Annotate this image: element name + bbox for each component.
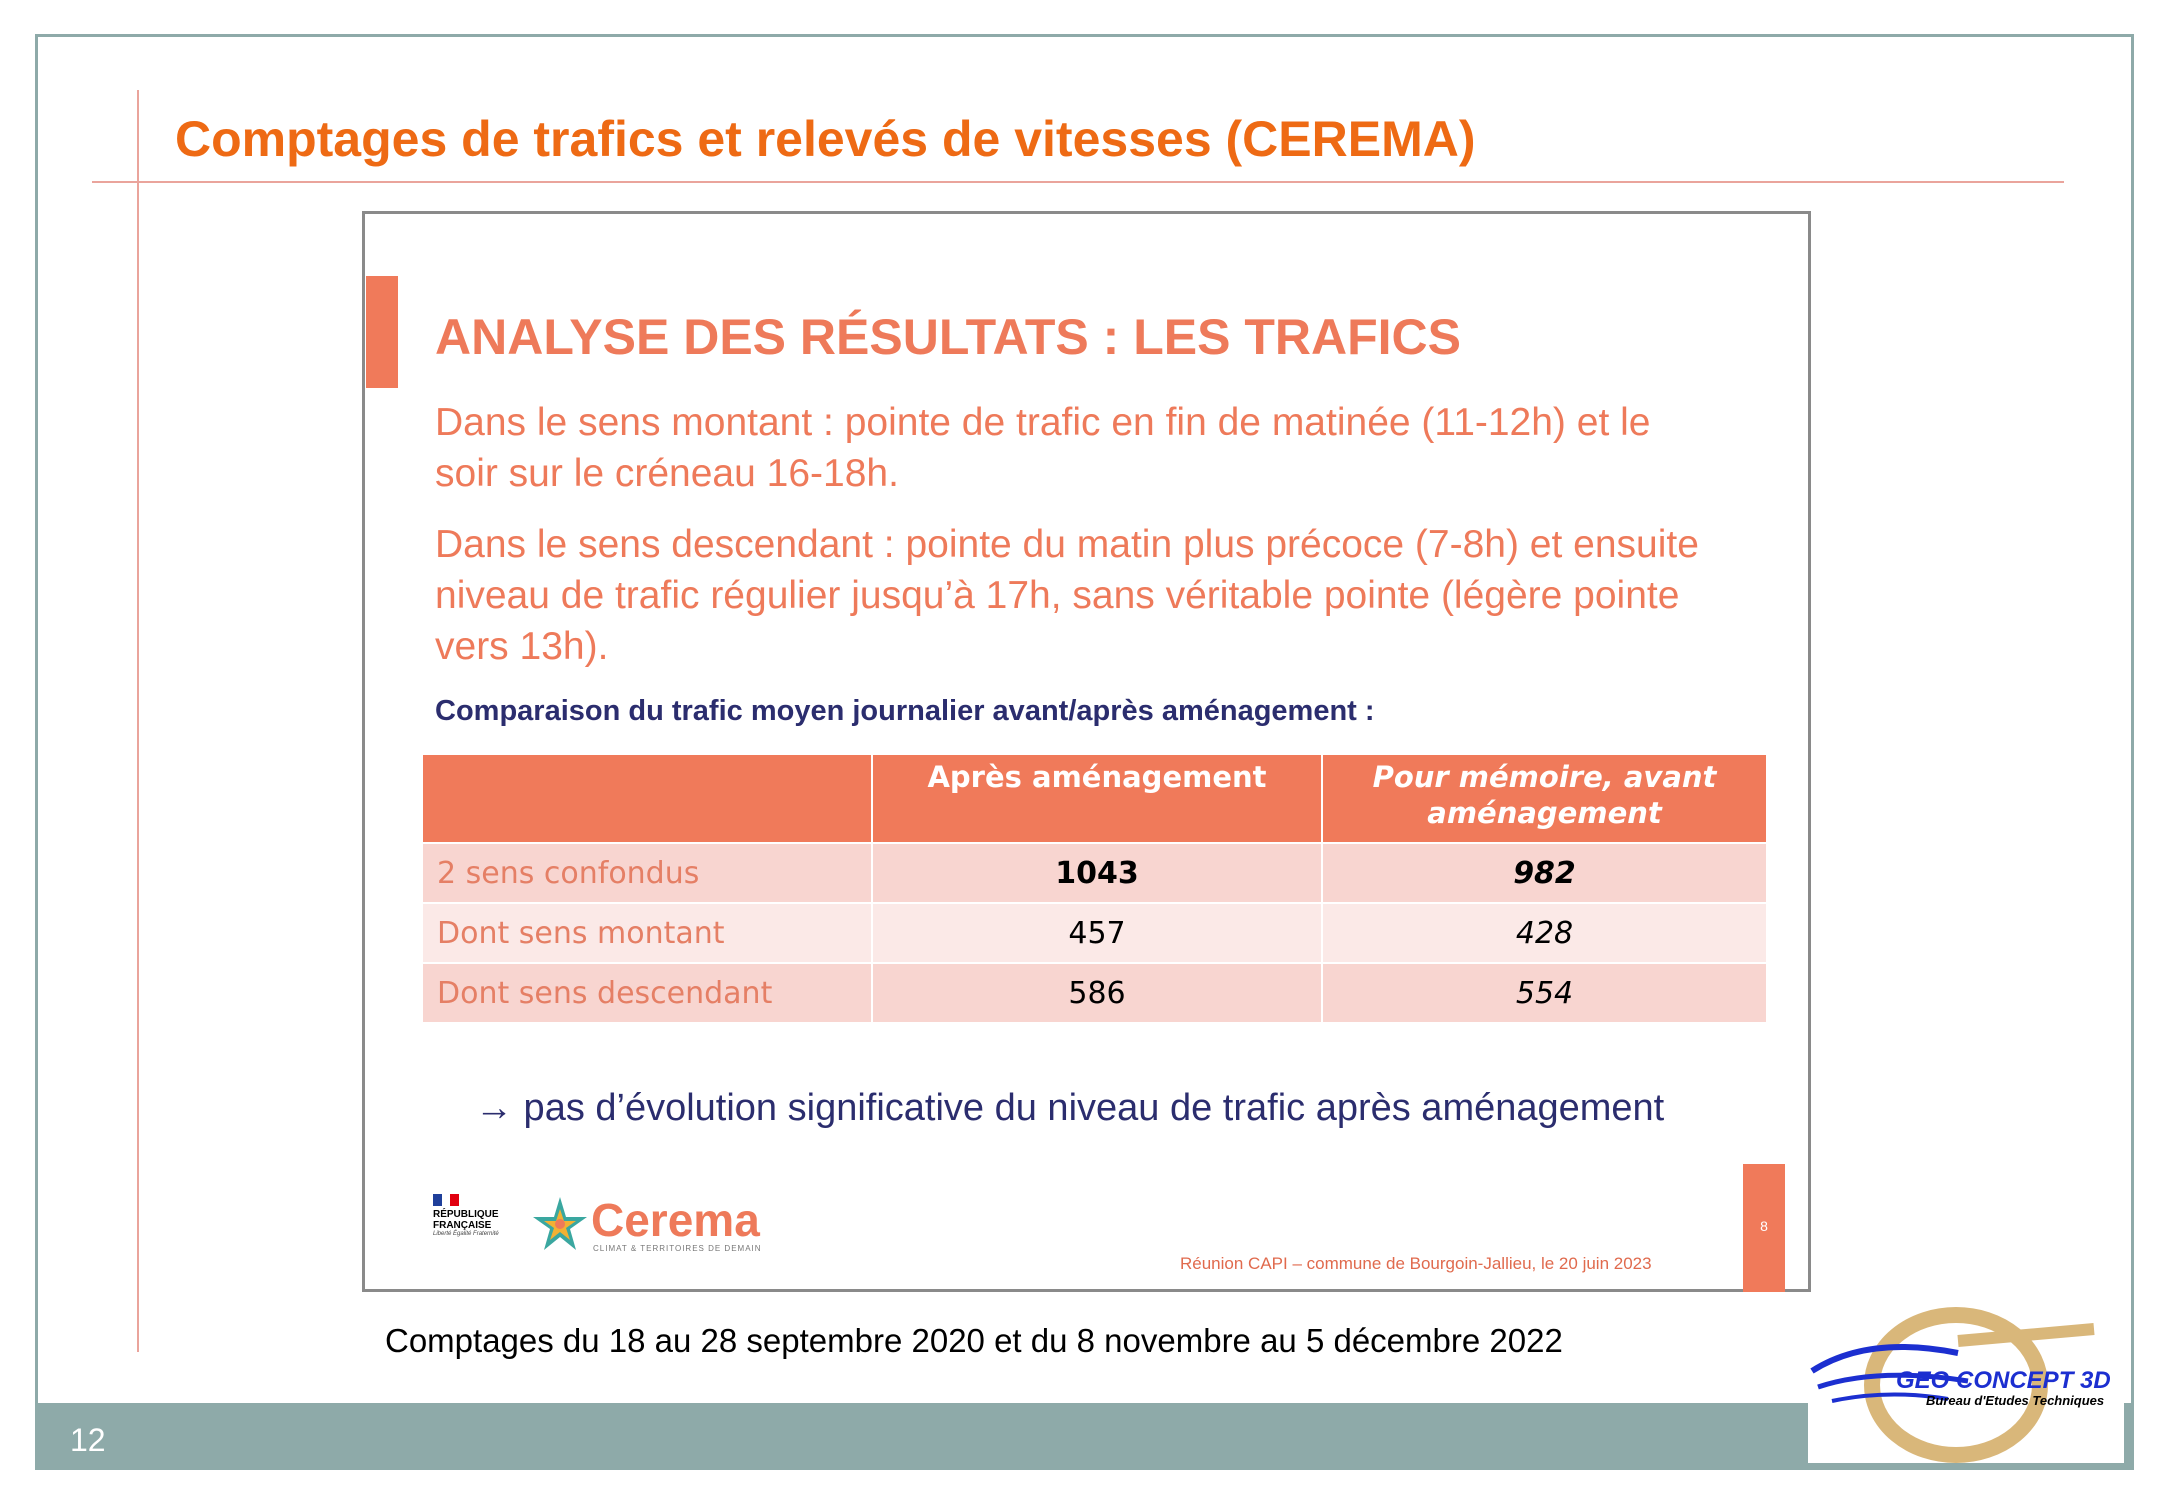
embedded-slide-title: ANALYSE DES RÉSULTATS : LES TRAFICS	[435, 309, 1462, 365]
row-label: Dont sens descendant	[423, 963, 872, 1022]
value-before: 982	[1322, 843, 1767, 903]
embedded-slide-number: 8	[1760, 1218, 1768, 1234]
geo-concept-3d-logo	[1808, 1307, 2124, 1463]
conclusion-text: → pas d’évolution significative du niveau de trafic après aménagement	[475, 1087, 1665, 1129]
counting-dates-caption: Comptages du 18 au 28 septembre 2020 et du 8 novembre au 5 décembre 2022	[385, 1322, 1563, 1359]
table-header-after: Après aménagement	[872, 755, 1322, 843]
paragraph-sens-montant: Dans le sens montant : pointe de trafic en fin de matinée (11-12h) et le soir sur le créneau 16-18h.	[435, 401, 1651, 495]
traffic-comparison-table	[423, 755, 1768, 1022]
republique-label: RÉPUBLIQUE FRANÇAISE	[433, 1209, 499, 1231]
value-after: 1043	[872, 843, 1322, 903]
french-flag-icon	[433, 1194, 459, 1206]
geo-company-subtitle: Bureau d'Etudes Techniques	[1926, 1393, 2105, 1408]
decorative-horizontal-rule	[92, 181, 2064, 183]
value-before: 428	[1322, 903, 1767, 963]
paragraph-sens-descendant: Dans le sens descendant : pointe du matin plus précoce (7-8h) et ensuite niveau de trafic régulier jusqu’à 17h, sans véritable pointe (légère pointe vers 13h).	[435, 523, 1699, 668]
table-row	[423, 963, 1767, 1022]
table-header-before: Pour mémoire, avant aménagement	[1322, 755, 1767, 843]
meeting-note: Réunion CAPI – commune de Bourgoin-Jallieu, le 20 juin 2023	[1180, 1254, 1652, 1273]
republique-motto: Liberté Égalité Fraternité	[433, 1231, 499, 1237]
cerema-tagline: CLIMAT & TERRITOIRES DE DEMAIN	[593, 1244, 762, 1253]
geo-company-name: GEO CONCEPT 3D	[1896, 1367, 2111, 1394]
cerema-star-icon	[531, 1195, 589, 1253]
value-after: 586	[872, 963, 1322, 1022]
table-subtitle: Comparaison du trafic moyen journalier avant/après aménagement :	[435, 695, 1375, 727]
title-accent-bar	[366, 276, 398, 388]
embedded-slide	[362, 211, 1811, 1292]
table-row	[423, 903, 1767, 963]
row-label: 2 sens confondus	[423, 843, 872, 903]
republique-francaise-logo	[433, 1194, 513, 1264]
decorative-vertical-rule	[137, 90, 139, 1352]
row-label: Dont sens montant	[423, 903, 872, 963]
page-number: 12	[70, 1422, 106, 1458]
slide-title: Comptages de trafics et relevés de vitesses (CEREMA)	[175, 111, 1476, 167]
table-header-row	[423, 755, 1767, 843]
table-header-empty	[423, 755, 872, 843]
cerema-logo	[531, 1189, 781, 1259]
value-before: 554	[1322, 963, 1767, 1022]
table-row	[423, 843, 1767, 903]
cerema-name: Cerema	[591, 1194, 760, 1246]
value-after: 457	[872, 903, 1322, 963]
